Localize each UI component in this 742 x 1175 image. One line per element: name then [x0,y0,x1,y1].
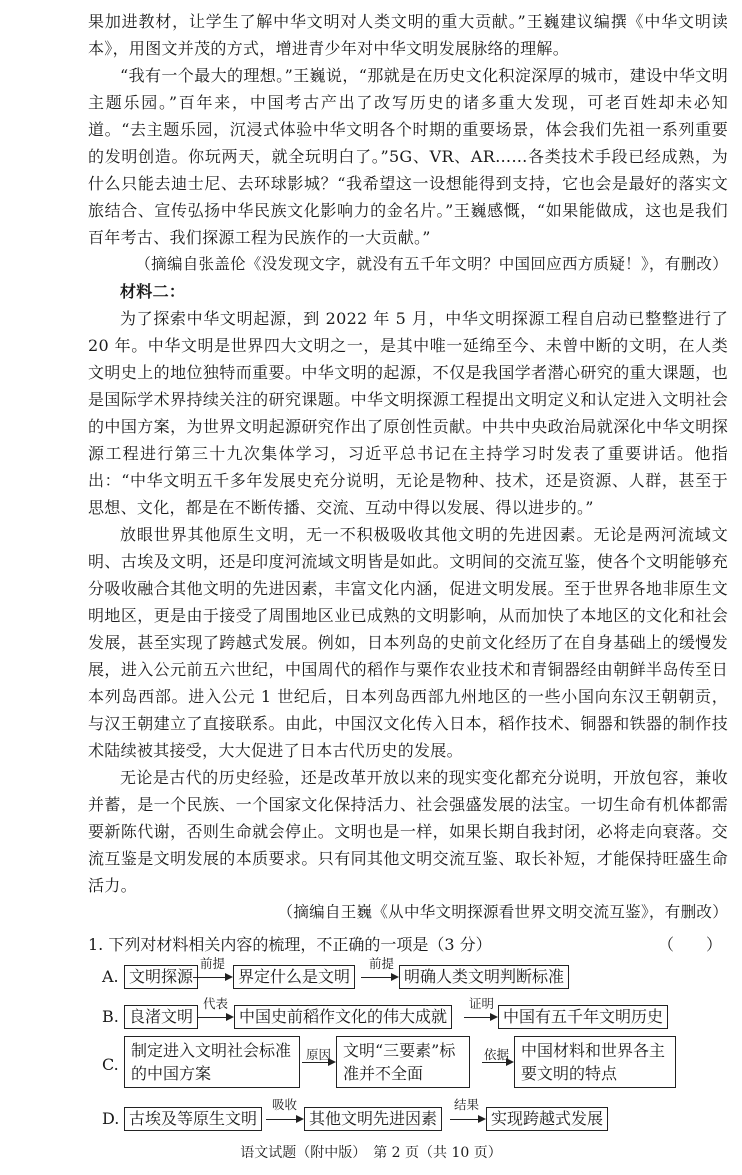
material2-heading: 材料二： [120,282,186,301]
arrow-label: 原因 [306,1047,332,1062]
arrow-right-icon [450,1119,484,1120]
flow-box: 实现跨越式发展 [486,1107,608,1131]
material1-continued [88,8,728,926]
arrow-right-icon [302,1062,334,1063]
flow-box: 文明“三要素”标准并不全面 [336,1036,470,1088]
arrow-right-icon [266,1119,302,1120]
source-citation: （摘编自王巍《从中华文明探源看世界文明交流互鉴》，有删改） [277,903,728,921]
arrow-label: 依据 [484,1047,510,1062]
option-letter: B. [102,1007,119,1026]
arrow-right-icon [482,1062,512,1063]
question-title: 1. 下列对材料相关内容的梳理，不正确的一项是（3 分） [88,935,492,954]
flow-box: 制定进入文明社会标准的中国方案 [124,1036,300,1088]
arrow-right-icon [198,1017,232,1018]
source-citation: （摘编自张盖伦《没发现文字，就没有五千年文明？中国回应西方质疑！》，有删改） [135,255,728,273]
arrow-label: 证明 [469,996,495,1011]
option-letter: D. [102,1109,120,1128]
paragraph: 为了探索中华文明起源，到 2022 年 5 月，中华文明探源工程自启动已整整进行了 20 年。中华文明是世界四大文明之一，是其中唯一延绵至今、未曾中断的文明，在人类文明史上的地位独特而重要。中华文明的起源，不仅是我国学者潜心研究的重大课题，也是国际学术界持续关注的研究课题。中华文明探源工程提出文明定义和认定进入文明社会的中国方案，为世界文明起源研究作出了原创性贡献。中共中央政治局就深化中华文明探源工程进行第三十九次集体学习，习近平总书记在主持学习时发表了重要讲话。他指出：“中华文明五千多年发展史充分说明，无论是物种、技术，还是资源、人群，甚至于思想、文化，都是在不断传播、交流、互动中得以发展、得以进步的。” [88,309,728,517]
flow-box: 界定什么是文明 [233,965,355,989]
flow-box: 中国材料和世界各主要文明的特点 [514,1036,676,1088]
flow-box: 良渚文明 [124,1005,198,1029]
arrow-label: 前提 [200,956,226,971]
paragraph: “我有一个最大的理想。”王巍说，“那就是在历史文化积淀深厚的城市，建设中华文明主题乐园。”百年来，中国考古产出了改写历史的诸多重大发现，可老百姓却未必知道。“去主题乐园，沉浸式体验中华文明各个时期的重要场景，体会我们先祖一系列重要的发明创造。你玩两天，就全玩明白了。”5G、VR、AR……各类技术手段已经成熟，为什么只能去迪士尼、去环球影城？“我希望这一设想能得到支持，它也会是最好的落实文旅结合、宣传弘扬中华民族文化影响力的金名片。”王巍感慨，“如果能做成，这也是我们百年考古、我们探源工程为民族作的一大贡献。” [88,66,728,247]
flow-box: 中国史前稻作文化的伟大成就 [234,1005,452,1029]
arrow-label: 代表 [203,996,229,1011]
arrow-right-icon [361,977,397,978]
arrow-label: 前提 [369,956,395,971]
page-footer: 语文试题（附中版） 第 2 页（共 10 页） [240,1145,502,1161]
arrow-label: 结果 [454,1097,480,1112]
arrow-label: 吸收 [272,1097,298,1112]
flow-box: 明确人类文明判断标准 [399,965,569,989]
flow-box: 文明探源 [124,965,198,989]
paragraph: 放眼世界其他原生文明，无一不积极吸收其他文明的先进因素。无论是两河流域文明、古埃及文明，还是印度河流域文明皆是如此。文明间的交流互鉴，使各个文明能够充分吸收融合其他文明的先进因素，丰富文化内涵，促进文明发展。至于世界各地非原生文明地区，更是由于接受了周围地区业已成熟的文明影响，从而加快了本地区的文化和社会发展，甚至实现了跨越式发展。例如，日本列岛的史前文化经历了在自身基础上的缓慢发展，进入公元前五六世纪，中国周代的稻作与粟作农业技术和青铜器经由朝鲜半岛传至日本列岛西部。进入公元 1 世纪后，日本列岛西部九州地区的一些小国向东汉王朝朝贡，与汉王朝建立了直接联系。由此，中国汉文化传入日本，稻作技术、铜器和铁器的制作技术陆续被其接受，大大促进了日本古代历史的发展。 [88,525,728,760]
paragraph: 无论是古代的历史经验，还是改革开放以来的现实变化都充分说明，开放包容，兼收并蓄，是一个民族、一个国家文化保持活力、社会强盛发展的法宝。一切生命有机体都需要新陈代谢，否则生命就会停止。文明也是一样，如果长期自我封闭，必将走向衰落。交流互鉴是文明发展的本质要求。只有同其他文明交流互鉴、取长补短，才能保持旺盛生命活力。 [88,768,728,895]
question-1 [88,932,728,1132]
option-letter: C. [102,1055,119,1074]
flow-box: 其他文明先进因素 [304,1107,442,1131]
option-letter: A. [102,967,119,986]
flow-box: 古埃及等原生文明 [124,1107,262,1131]
arrow-right-icon [193,977,231,978]
paragraph: 果加进教材，让学生了解中华文明对人类文明的重大贡献。”王巍建议编撰《中华文明读本》，用图文并茂的方式，增进青少年对中华文明发展脉络的理解。 [88,12,728,58]
flow-box: 中国有五千年文明历史 [498,1005,668,1029]
answer-paren[interactable]: （ ） [657,935,722,954]
arrow-right-icon [464,1017,496,1018]
